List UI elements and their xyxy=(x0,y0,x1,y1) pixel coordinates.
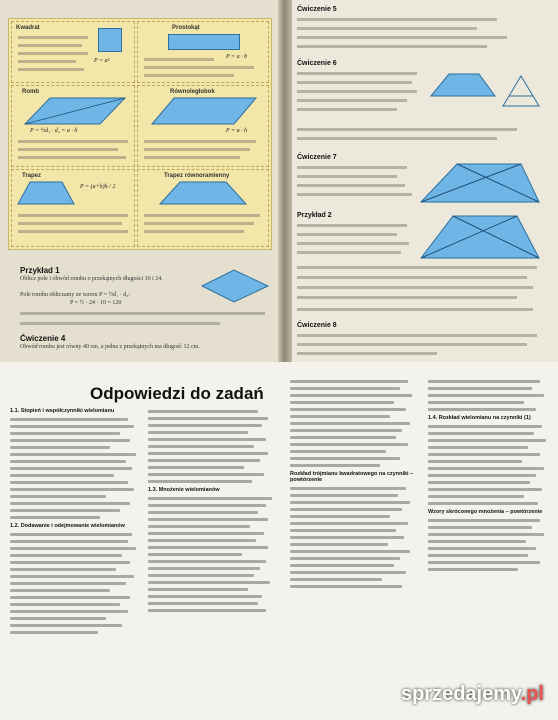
trapezoid-cell xyxy=(11,169,135,247)
section-heading: Rozkład trójmianu kwadratowego na czynniki – powtórzenie xyxy=(290,471,414,483)
section-heading: 1.1. Stopień i współczynniki wielomianu xyxy=(10,408,115,414)
answers-column-1 xyxy=(10,406,140,638)
example1-rhombus-figure xyxy=(200,268,270,304)
right-page xyxy=(285,0,558,362)
answers-title: Odpowiedzi do zadań xyxy=(90,384,264,403)
watermark-text: sprzedajemy xyxy=(400,683,521,705)
watermark-domain: .pl xyxy=(520,683,544,705)
answers-column-4 xyxy=(428,376,552,575)
section-heading: 1.3. Mnożenie wielomianów xyxy=(148,487,220,493)
formula-summary-box xyxy=(8,18,272,250)
rectangle-figure xyxy=(168,34,240,50)
example1-line1: Oblicz pole i obwód rombu o przekątnych długości 10 i 24. xyxy=(20,276,163,282)
left-page xyxy=(0,0,285,362)
isosceles-trapezoid-title: Trapez równoramienny xyxy=(164,173,230,179)
trapezoid-formula: P = (a+b)h / 2 xyxy=(80,184,116,190)
parallelogram-cell xyxy=(137,85,269,167)
answers-column-3 xyxy=(290,376,418,592)
square-title: Kwadrat xyxy=(16,25,40,31)
trapezoid-title: Trapez xyxy=(22,173,42,179)
book-gutter xyxy=(278,0,292,362)
exercise7-trapezoid-figure xyxy=(417,160,543,206)
answers-column-2 xyxy=(148,406,278,616)
section-heading: Wzory skróconego mnożenia – powtórzenie xyxy=(428,509,543,515)
answers-page xyxy=(0,362,558,720)
parallelogram-figure xyxy=(148,96,260,126)
example1-line2: Pole rombu obliczamy ze wzoru P = ½d₁ · d₂: xyxy=(20,292,130,298)
rhombus-figure xyxy=(20,96,130,126)
exercise4-line1: Obwód rombu jest równy 40 cm, a jedna z przekątnych ma długość 12 cm. xyxy=(20,344,200,350)
exercise8-title: Ćwiczenie 8 xyxy=(297,322,337,329)
parallelogram-title: Równoległobok xyxy=(170,89,215,95)
exercise4-title: Ćwiczenie 4 xyxy=(20,334,66,343)
exercise6-title: Ćwiczenie 6 xyxy=(297,60,337,67)
square-figure xyxy=(98,28,122,52)
exercise5-title: Ćwiczenie 5 xyxy=(297,6,337,13)
example2-title: Przykład 2 xyxy=(297,212,332,219)
example1-line3: P = ½ · 24 · 10 = 120 xyxy=(70,300,122,306)
square-formula: P = a² xyxy=(94,58,110,64)
rhombus-cell xyxy=(11,85,135,167)
square-cell xyxy=(11,21,135,83)
example2-trapezoid-figure xyxy=(417,212,543,262)
parallelogram-formula: P = a · h xyxy=(226,128,248,134)
rhombus-title: Romb xyxy=(22,89,39,95)
rectangle-title: Prostokąt xyxy=(172,25,200,31)
exercise7-title: Ćwiczenie 7 xyxy=(297,154,337,161)
rectangle-cell xyxy=(137,21,269,83)
isosceles-trapezoid-figure xyxy=(158,180,248,206)
section-heading: 1.2. Dodawanie i odejmowanie wielomianów xyxy=(10,523,125,529)
example1-title: Przykład 1 xyxy=(20,266,60,275)
rhombus-formula: P = ½d₁ · d₂ = a · h xyxy=(30,128,78,134)
exercise6-trapezoid-figure xyxy=(425,66,545,122)
rectangle-formula: P = a · b xyxy=(226,54,248,60)
isosceles-trapezoid-cell xyxy=(137,169,269,247)
trapezoid-figure xyxy=(16,180,76,206)
section-heading: 1.4. Rozkład wielomianu na czynniki (1) xyxy=(428,415,531,421)
watermark-logo xyxy=(401,683,544,706)
